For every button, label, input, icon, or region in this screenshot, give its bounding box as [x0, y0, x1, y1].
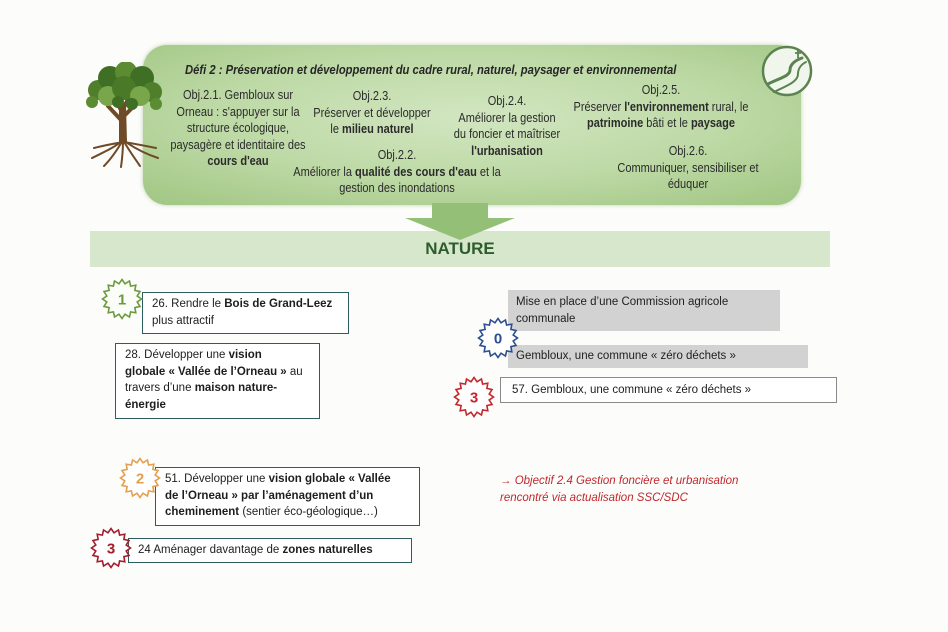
objective-line-bold: l'urbanisation [471, 143, 543, 158]
commission-box [508, 290, 780, 331]
action-text: Gembloux, une commune « zéro déchets » [516, 350, 736, 362]
objective-line-bold: cours d'eau [207, 154, 269, 168]
starburst-icon [118, 456, 162, 500]
line-text-bold: paysage [690, 116, 735, 130]
action-text-bold: énergie [125, 398, 166, 411]
line-text: le [330, 122, 343, 136]
objective-2-2 [291, 147, 502, 197]
objective-line: Obj.2.3. [352, 89, 392, 103]
starburst-icon [89, 526, 133, 570]
action-text: au [286, 365, 303, 378]
line-text-bold: qualité des cours d'eau [355, 164, 477, 179]
objective-line [555, 115, 766, 132]
objective-line: Obj.2.4. [487, 94, 527, 108]
objective-line: structure écologique, [186, 121, 290, 135]
objective-line: gestion des inondations [339, 181, 455, 195]
action-text: Mise en place d’une Commission agricole [516, 296, 729, 308]
action-text-bold: cheminement [165, 506, 240, 518]
action-box-28 [115, 343, 320, 419]
line-text: rural, le [708, 99, 749, 114]
objective-2-6 [582, 143, 793, 193]
objective-line: Communiquer, sensibiliser et [617, 160, 759, 175]
action-text: 57. Gembloux, une commune « zéro déchets » [512, 384, 752, 396]
objective-line: paysagère et identitaire des [170, 137, 306, 152]
action-text: 24 Aménager davantage de [138, 544, 283, 556]
action-text: communale [516, 312, 576, 325]
priority-badge-0 [476, 316, 520, 360]
action-box-57 [500, 377, 837, 403]
landscape-road-icon [760, 44, 814, 98]
priority-badge-3 [89, 526, 133, 570]
line-text-bold: l'environnement [624, 99, 709, 114]
action-text: 28. Développer une [125, 349, 229, 361]
action-text-bold: vision [228, 349, 262, 361]
action-box-51 [155, 467, 420, 526]
badge-number: 2 [135, 470, 145, 488]
action-text: plus attractif [152, 314, 214, 327]
objective-line [291, 164, 502, 181]
badge-number: 1 [117, 291, 127, 309]
line-text: bâti et le [643, 116, 691, 130]
badge-number: 3 [106, 540, 116, 558]
action-text: 26. Rendre le [152, 298, 225, 310]
section-title: NATURE [425, 239, 495, 258]
objective-note [500, 473, 738, 507]
objective-line: Obj.2.6. [668, 144, 708, 158]
priority-badge-1 [100, 277, 144, 321]
line-text: Améliorer la [293, 164, 356, 179]
action-text-bold: globale « Vallée de l’Orneau » [125, 365, 287, 378]
note-line: → Objectif 2.4 Gestion foncière et urbanisation [500, 475, 739, 487]
action-text: travers d’une [125, 382, 195, 394]
line-text: Préserver [573, 99, 625, 114]
objective-line: du foncier et maîtriser [453, 127, 561, 141]
action-box-26 [142, 292, 349, 334]
objective-line: Orneau : s'appuyer sur la [176, 104, 300, 119]
action-text-bold: Bois de Grand-Leez [224, 298, 333, 310]
action-text-bold: vision globale « Vallée [268, 473, 391, 485]
action-text-bold: de l’Orneau » par l’aménagement d’un [165, 489, 374, 502]
action-text: 51. Développer une [165, 473, 269, 485]
note-line: rencontré via actualisation SSC/SDC [500, 492, 688, 504]
action-box-24 [128, 538, 412, 563]
objective-line: Obj.2.1. Gembloux sur [182, 88, 294, 102]
zero-waste-grey-box [508, 345, 808, 368]
objective-line: Améliorer la gestion [458, 110, 556, 125]
action-text-bold: maison nature- [194, 382, 278, 394]
objective-line: Obj.2.5. [641, 83, 681, 97]
action-text-bold: zones naturelles [282, 544, 373, 556]
badge-number: 0 [493, 330, 503, 348]
objective-2-5 [555, 82, 766, 132]
line-text-bold: patrimoine [587, 116, 644, 130]
badge-number: 3 [469, 389, 479, 407]
action-text: (sentier éco-géologique…) [239, 506, 378, 518]
objective-line: Obj.2.2. [377, 148, 417, 162]
priority-badge-3 [452, 375, 496, 419]
objective-line: Préserver et développer [313, 105, 431, 120]
line-text: et la [476, 164, 501, 179]
line-text-bold: milieu naturel [342, 122, 414, 136]
starburst-icon [452, 375, 496, 419]
challenge-title: Défi 2 : Préservation et développement du cadre rural, naturel, paysager et environnemental [185, 63, 677, 77]
priority-badge-2 [118, 456, 162, 500]
objective-line [555, 99, 766, 116]
starburst-icon [476, 316, 520, 360]
starburst-icon [100, 277, 144, 321]
objective-line: éduquer [667, 177, 709, 191]
